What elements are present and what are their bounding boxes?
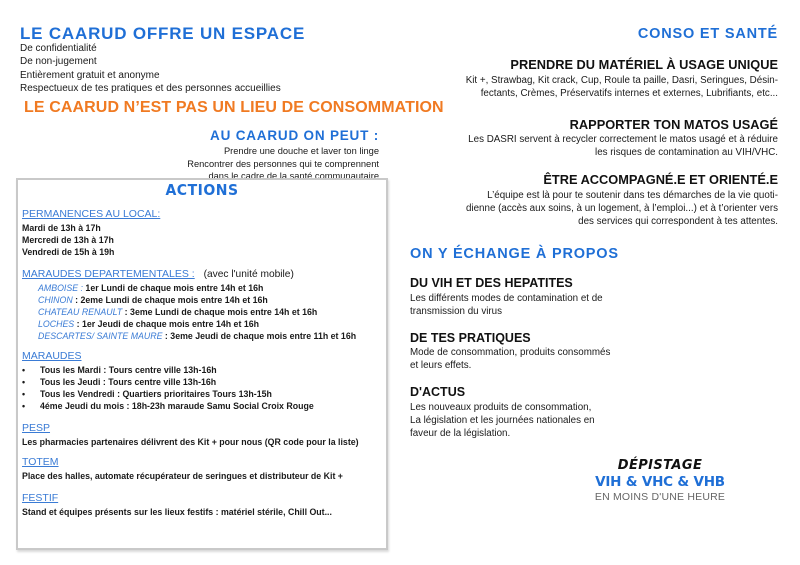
depistage-tagline: EN MOINS D'UNE HEURE (594, 491, 726, 503)
totem-link[interactable]: TOTEM (22, 456, 59, 468)
departementales-link[interactable]: MARAUDES DEPARTEMENTALES : (22, 268, 195, 280)
permanences-link[interactable]: PERMANENCES AU LOCAL: (22, 208, 161, 220)
not-consumption-heading: LE CAARUD N’EST PAS UN LIEU DE CONSOMMATION (24, 99, 444, 116)
offer-item: Respectueux de tes pratiques et des personnes accueillies (20, 83, 281, 95)
departementales-note: (avec l'unité mobile) (203, 269, 294, 280)
maraudes-link[interactable]: MARAUDES (22, 350, 82, 362)
exchange-title: ON Y ÉCHANGE À PROPOS (410, 246, 619, 262)
topic-heading: DE TES PRATIQUES (410, 331, 531, 345)
conso-title: CONSO ET SANTÉ (637, 26, 778, 42)
block-text: L’équipe est là pour te soutenir dans tes démarches de la vie quoti- dienne (accès aux soins, à un logement, à l’emploi...) et à t’orienter vers des services qui correspondent à tes attentes. (465, 190, 778, 227)
block-text: Kit +, Strawbag, Kit crack, Cup, Roule ta paille, Dasri, Seringues, Désin- fectants, Crèmes, Préservatifs internes et externes, Lubrifiants, etc... (465, 75, 778, 99)
maraude-item: • 4éme Jeudi du mois : 18h-23h maraude Samu Social Croix Rouge (22, 400, 382, 412)
depistage-block (560, 458, 760, 503)
offer-item: De confidentialité (20, 43, 97, 54)
can-item: Prendre une douche et laver ton linge (223, 146, 379, 156)
actions-title: ACTIONS (165, 182, 239, 200)
topic-text: Les nouveaux produits de consommation, La législation et les journées nationales en faveur de la législation. (410, 402, 595, 439)
depistage-title: DÉPISTAGE (617, 458, 703, 473)
maraude-item: • Tous les Vendredi : Quartiers prioritaires Tours 13h-15h (22, 388, 382, 400)
block-heading: PRENDRE DU MATÉRIEL À USAGE UNIQUE (510, 57, 778, 72)
block-heading: RAPPORTER TON MATOS USAGÉ (569, 117, 778, 132)
topic-heading: D'ACTUS (410, 385, 466, 399)
departementale-item: CHINON : 2eme Lundi de chaque mois entre 14h et 16h (38, 295, 268, 305)
departementale-item: LOCHES : 1er Jeudi de chaque mois entre 14h et 16h (38, 319, 259, 329)
permanence-item: Vendredi de 15h à 19h (22, 247, 115, 257)
offer-item: Entièrement gratuit et anonyme (20, 69, 160, 81)
permanence-item: Mercredi de 13h à 17h (22, 235, 114, 245)
maraude-item: • Tous les Mardi : Tours centre ville 13h-16h (22, 364, 382, 376)
offer-title: LE CAARUD OFFRE UN ESPACE (20, 24, 306, 43)
festif-text: Stand et équipes présents sur les lieux festifs : matériel stérile, Chill Out... (22, 507, 332, 517)
permanences-section (22, 204, 382, 258)
depistage-subtitle: VIH & VHC & VHB (595, 474, 725, 490)
actions-box (16, 178, 388, 550)
topic-text: Les différents modes de contamination et de transmission du virus (410, 293, 603, 317)
pesp-section (22, 418, 382, 448)
pesp-link[interactable]: PESP (22, 422, 51, 434)
block-text: Les DASRI servent à recycler correctement le matos usagé et à réduire les risques de contamination au VIH/VHC. (468, 134, 778, 158)
totem-section (22, 452, 382, 482)
departementale-item: AMBOISE : 1er Lundi de chaque mois entre 14h et 16h (38, 283, 264, 293)
maraudes-section (22, 346, 382, 412)
totem-text: Place des halles, automate récupérateur de seringues et distributeur de Kit + (22, 471, 343, 481)
offer-list (20, 42, 281, 96)
festif-section (22, 488, 382, 518)
topic-text: Mode de consommation, produits consommés et leurs effets. (410, 347, 611, 371)
departementale-item: CHATEAU RENAULT : 3eme Lundi de chaque mois entre 14h et 16h (38, 307, 318, 317)
pesp-text: Les pharmacies partenaires délivrent des Kit + pour nous (QR code pour la liste) (22, 437, 359, 447)
departementales-section (22, 264, 382, 342)
festif-link[interactable]: FESTIF (22, 492, 59, 504)
can-item: Rencontrer des personnes qui te comprennent (187, 158, 379, 169)
permanence-item: Mardi de 13h à 17h (22, 223, 101, 233)
block-heading: ÊTRE ACCOMPAGNÉ.E ET ORIENTÉ.E (543, 172, 778, 187)
topic-heading: DU VIH ET DES HEPATITES (410, 276, 573, 290)
maraude-item: • Tous les Jeudi : Tours centre ville 13h-16h (22, 376, 382, 388)
offer-item: De non-jugement (20, 56, 97, 68)
can-item: dans le cadre de la santé communautaire (208, 171, 379, 182)
departementale-item: DESCARTES/ SAINTE MAURE : 3eme Jeudi de chaque mois entre 11h et 16h (38, 331, 357, 341)
can-title: AU CAARUD ON PEUT : (210, 128, 379, 143)
